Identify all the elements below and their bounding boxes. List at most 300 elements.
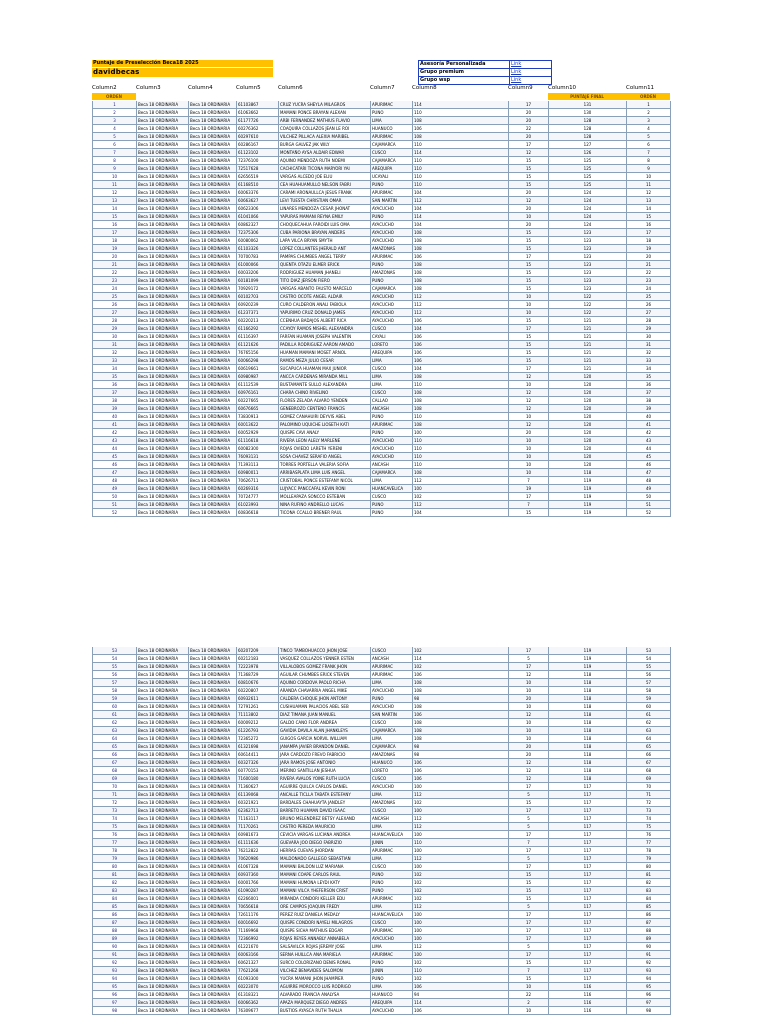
table-row[interactable] [93, 245, 671, 253]
table-cell: 58 [627, 687, 671, 695]
table-row[interactable] [93, 205, 671, 213]
table-row[interactable] [93, 983, 671, 991]
table-cell: MAMANI VILCA YHEFERSON CRIST [279, 887, 371, 895]
table-cell: Beca 18 ORDINARIA [137, 197, 189, 205]
table-cell: 34 [93, 365, 137, 373]
table-cell: 10 [509, 703, 549, 711]
table-cell: 60614411 [237, 751, 279, 759]
table-cell: CUSCO [371, 807, 413, 815]
table-row[interactable] [93, 213, 671, 221]
table-cell: 110 [413, 453, 509, 461]
table-row[interactable] [93, 301, 671, 309]
sub-header: PUNTAJE FINAL [548, 93, 626, 100]
table-row[interactable] [93, 775, 671, 783]
table-row[interactable] [93, 687, 671, 695]
table-cell: PUNO [371, 695, 413, 703]
table-cell: 118 [549, 759, 627, 767]
table-row[interactable] [93, 221, 671, 229]
table-cell: PUNO [371, 109, 413, 117]
table-cell: Beca 18 ORDINARIA [137, 333, 189, 341]
table-cell: AYACUCHO [371, 205, 413, 213]
table-cell: 10 [509, 381, 549, 389]
info-label: Grupo wsp [419, 77, 510, 84]
table-cell: Beca 18 ORDINARIA [189, 687, 237, 695]
table-cell: 70620986 [237, 855, 279, 863]
table-row[interactable] [93, 903, 671, 911]
table-row[interactable] [93, 935, 671, 943]
table-cell: GOMEZ CANAHUIRI DEYVIS ABEL [279, 413, 371, 421]
table-row[interactable] [93, 445, 671, 453]
table-row[interactable] [93, 293, 671, 301]
table-cell: 71 [627, 791, 671, 799]
table-cell: Beca 18 ORDINARIA [189, 1007, 237, 1015]
table-cell: 68 [93, 767, 137, 775]
table-row[interactable] [93, 823, 671, 831]
table-cell: 98 [93, 1007, 137, 1015]
table-row[interactable] [93, 469, 671, 477]
table-row[interactable] [93, 751, 671, 759]
table-cell: Beca 18 ORDINARIA [137, 887, 189, 895]
table-cell: 24 [93, 285, 137, 293]
table-cell: 17 [509, 493, 549, 501]
table-cell: 60932611 [237, 695, 279, 703]
table-row[interactable] [93, 357, 671, 365]
table-row[interactable] [93, 229, 671, 237]
table-row[interactable] [93, 655, 671, 663]
table-cell: ARANDA CHAVARRIA ANGEL MIKE [279, 687, 371, 695]
table-cell: 119 [549, 493, 627, 501]
info-link[interactable]: Link [511, 61, 522, 67]
table-cell: 76309677 [237, 1007, 279, 1015]
table-cell: ANCASH [371, 461, 413, 469]
table-cell: CUSCO [371, 325, 413, 333]
table-row[interactable] [93, 189, 671, 197]
table-cell: 41 [627, 421, 671, 429]
table-cell: Beca 18 ORDINARIA [189, 109, 237, 117]
table-cell: Beca 18 ORDINARIA [189, 197, 237, 205]
column-header[interactable]: Column9 [508, 85, 533, 91]
table-cell: 60181099 [237, 277, 279, 285]
table-cell: 108 [413, 719, 509, 727]
table-cell: Beca 18 ORDINARIA [189, 373, 237, 381]
info-link[interactable]: Link [511, 77, 522, 83]
table-row[interactable] [93, 485, 671, 493]
table-cell: 97 [627, 999, 671, 1007]
column-header[interactable]: Column8 [412, 85, 437, 91]
table-cell: 117 [549, 967, 627, 975]
table-cell: 118 [549, 735, 627, 743]
table-row[interactable] [93, 919, 671, 927]
table-row[interactable] [93, 951, 671, 959]
table-cell: Beca 18 ORDINARIA [137, 269, 189, 277]
table-cell: QUENTA OTAZU ELMER ERICK [279, 261, 371, 269]
table-row[interactable] [93, 405, 671, 413]
table-cell: 73 [627, 807, 671, 815]
table-cell: 60063166 [237, 951, 279, 959]
table-row[interactable] [93, 927, 671, 935]
table-cell: Beca 18 ORDINARIA [189, 655, 237, 663]
table-row[interactable] [93, 871, 671, 879]
table-cell: 88 [93, 927, 137, 935]
table-cell: Beca 18 ORDINARIA [189, 365, 237, 373]
info-label: Grupo premium [419, 69, 510, 76]
table-cell: 100 [413, 807, 509, 815]
table-cell: LIMA [371, 117, 413, 125]
table-cell: Beca 18 ORDINARIA [137, 879, 189, 887]
table-cell: 44 [627, 445, 671, 453]
table-cell: 110 [413, 381, 509, 389]
table-row[interactable] [93, 181, 671, 189]
table-row[interactable] [93, 149, 671, 157]
table-cell: 91 [627, 951, 671, 959]
table-cell: MAMANI COAPE CARLOS RAUL [279, 871, 371, 879]
table-cell: 60621327 [237, 959, 279, 967]
table-row[interactable] [93, 895, 671, 903]
column-header[interactable]: Column2 [92, 85, 117, 91]
column-header[interactable]: Column3 [136, 85, 161, 91]
table-cell: Beca 18 ORDINARIA [189, 647, 237, 655]
table-cell: 8 [93, 157, 137, 165]
table-cell: 112 [413, 293, 509, 301]
table-cell: 117 [549, 911, 627, 919]
table-row[interactable] [93, 437, 671, 445]
table-row[interactable] [93, 647, 671, 655]
table-cell: 106 [413, 767, 509, 775]
table-row[interactable] [93, 109, 671, 117]
table-cell: 94 [93, 975, 137, 983]
column-header[interactable]: Column10 [548, 85, 577, 91]
table-cell: 60 [93, 703, 137, 711]
table-row[interactable] [93, 807, 671, 815]
table-cell: AYACUCHO [371, 301, 413, 309]
column-header[interactable]: Column7 [370, 85, 395, 91]
table-cell: Beca 18 ORDINARIA [189, 711, 237, 719]
table-row[interactable] [93, 863, 671, 871]
table-row[interactable] [93, 341, 671, 349]
table-cell: Beca 18 ORDINARIA [189, 381, 237, 389]
table-cell: PUNO [371, 429, 413, 437]
info-row [419, 77, 551, 84]
table-row[interactable] [93, 735, 671, 743]
table-row[interactable] [93, 117, 671, 125]
table-row[interactable] [93, 381, 671, 389]
table-cell: 124 [549, 221, 627, 229]
column-header[interactable]: Column11 [626, 85, 655, 91]
table-row[interactable] [93, 879, 671, 887]
table-cell: 15 [509, 341, 549, 349]
table-cell: 15 [627, 213, 671, 221]
table-cell: 82 [93, 879, 137, 887]
table-row[interactable] [93, 831, 671, 839]
table-cell: Beca 18 ORDINARIA [189, 301, 237, 309]
table-row[interactable] [93, 991, 671, 999]
table-cell: 100 [413, 863, 509, 871]
table-row[interactable] [93, 173, 671, 181]
table-cell: Beca 18 ORDINARIA [137, 975, 189, 983]
table-cell: MAMANI HUMONA LEYDI KATY [279, 879, 371, 887]
table-cell: 28 [93, 317, 137, 325]
table-row[interactable] [93, 967, 671, 975]
table-cell: 60227665 [237, 397, 279, 405]
table-row[interactable] [93, 711, 671, 719]
table-cell: YAPURAS MAMANI REYNA EMILY [279, 213, 371, 221]
table-cell: Beca 18 ORDINARIA [137, 863, 189, 871]
table-cell: Beca 18 ORDINARIA [137, 855, 189, 863]
table-row[interactable] [93, 959, 671, 967]
table-cell: 20 [509, 695, 549, 703]
table-cell: LORETO [371, 341, 413, 349]
table-row[interactable] [93, 847, 671, 855]
table-cell: Beca 18 ORDINARIA [189, 293, 237, 301]
table-cell: AYACUCHO [371, 237, 413, 245]
table-row[interactable] [93, 477, 671, 485]
column-header[interactable]: Column6 [278, 85, 303, 91]
table-cell: 123 [549, 245, 627, 253]
table-cell: Beca 18 ORDINARIA [189, 421, 237, 429]
table-row[interactable] [93, 237, 671, 245]
table-row[interactable] [93, 695, 671, 703]
table-row[interactable] [93, 285, 671, 293]
table-row[interactable] [93, 911, 671, 919]
table-cell: 61116618 [237, 437, 279, 445]
table-row[interactable] [93, 349, 671, 357]
table-cell: 117 [549, 871, 627, 879]
table-cell: 32 [93, 349, 137, 357]
table-cell: 110 [413, 173, 509, 181]
table-cell: Beca 18 ORDINARIA [137, 261, 189, 269]
table-row[interactable] [93, 501, 671, 509]
table-cell: 9 [93, 165, 137, 173]
table-row[interactable] [93, 999, 671, 1007]
table-row[interactable] [93, 453, 671, 461]
table-row[interactable] [93, 719, 671, 727]
table-row[interactable] [93, 767, 671, 775]
table-cell: 78 [627, 847, 671, 855]
table-row[interactable] [93, 509, 671, 517]
table-cell: 108 [413, 421, 509, 429]
table-cell: TINCO TAMBOHUACCO JHON JOSE [279, 647, 371, 655]
table-row[interactable] [93, 269, 671, 277]
table-row[interactable] [93, 141, 671, 149]
table-cell: 118 [549, 751, 627, 759]
table-row[interactable] [93, 743, 671, 751]
table-cell: AREQUIPA [371, 165, 413, 173]
table-cell: GUEVARA JOO DIEGO FABRIZIO [279, 839, 371, 847]
table-row[interactable] [93, 1007, 671, 1015]
table-cell: 117 [549, 975, 627, 983]
table-cell: AYACUCHO [371, 293, 413, 301]
table-cell: 49 [93, 485, 137, 493]
table-cell: AYACUCHO [371, 935, 413, 943]
table-cell: 120 [549, 389, 627, 397]
table-row[interactable] [93, 317, 671, 325]
table-cell: Beca 18 ORDINARIA [137, 485, 189, 493]
table-cell: 102 [413, 871, 509, 879]
table-cell: 33 [93, 357, 137, 365]
table-cell: 104 [413, 189, 509, 197]
table-cell: 119 [549, 485, 627, 493]
table-cell: Beca 18 ORDINARIA [189, 181, 237, 189]
table-cell: 60297610 [237, 133, 279, 141]
table-cell: 71169968 [237, 927, 279, 935]
table-cell: 124 [549, 189, 627, 197]
table-cell: CURO CALDERON ANALI FABIOLA [279, 301, 371, 309]
table-row[interactable] [93, 943, 671, 951]
table-row[interactable] [93, 783, 671, 791]
table-row[interactable] [93, 101, 671, 109]
table-cell: 1 [93, 101, 137, 109]
table-cell: AYACUCHO [371, 1007, 413, 1015]
table-row[interactable] [93, 253, 671, 261]
table-cell: 118 [549, 743, 627, 751]
table-cell: Beca 18 ORDINARIA [137, 381, 189, 389]
table-cell: 68 [627, 767, 671, 775]
table-cell: 49 [627, 485, 671, 493]
table-cell: 15 [509, 895, 549, 903]
table-cell: 95 [627, 983, 671, 991]
table-cell: Beca 18 ORDINARIA [137, 317, 189, 325]
table-cell: 106 [413, 317, 509, 325]
table-cell: 108 [413, 373, 509, 381]
table-cell: Beca 18 ORDINARIA [137, 831, 189, 839]
table-cell: 6 [627, 141, 671, 149]
table-cell: Beca 18 ORDINARIA [189, 743, 237, 751]
table-cell: 50 [93, 493, 137, 501]
table-row[interactable] [93, 887, 671, 895]
table-row[interactable] [93, 429, 671, 437]
table-row[interactable] [93, 325, 671, 333]
table-row[interactable] [93, 261, 671, 269]
table-cell: 12 [509, 397, 549, 405]
table-cell: Beca 18 ORDINARIA [137, 775, 189, 783]
table-cell: 71360627 [237, 783, 279, 791]
table-cell: 72375306 [237, 229, 279, 237]
table-row[interactable] [93, 413, 671, 421]
table-cell: 15 [509, 165, 549, 173]
table-row[interactable] [93, 759, 671, 767]
table-cell: 53 [93, 647, 137, 655]
table-row[interactable] [93, 727, 671, 735]
table-cell: Beca 18 ORDINARIA [189, 189, 237, 197]
table-row[interactable] [93, 157, 671, 165]
table-cell: AREQUIPA [371, 999, 413, 1007]
table-row[interactable] [93, 309, 671, 317]
table-cell: 112 [413, 823, 509, 831]
sub-header: ORDEN [626, 93, 670, 100]
table-row[interactable] [93, 421, 671, 429]
table-cell: 78 [93, 847, 137, 855]
table-cell: Beca 18 ORDINARIA [137, 101, 189, 109]
table-cell: 25 [627, 293, 671, 301]
table-cell: 30 [93, 333, 137, 341]
info-link[interactable]: Link [511, 69, 522, 75]
table-cell: Beca 18 ORDINARIA [137, 461, 189, 469]
table-row[interactable] [93, 975, 671, 983]
table-cell: 17 [509, 365, 549, 373]
table-cell: 102 [413, 493, 509, 501]
table-cell: 118 [549, 767, 627, 775]
table-cell: 118 [549, 703, 627, 711]
table-cell: Beca 18 ORDINARIA [189, 429, 237, 437]
table-cell: 96 [93, 991, 137, 999]
table-cell: Beca 18 ORDINARIA [189, 767, 237, 775]
table-cell: Beca 18 ORDINARIA [137, 663, 189, 671]
table-row[interactable] [93, 671, 671, 679]
table-cell: PUNO [371, 509, 413, 517]
table-row[interactable] [93, 461, 671, 469]
table-cell: Beca 18 ORDINARIA [189, 461, 237, 469]
table-row[interactable] [93, 373, 671, 381]
table-cell: 60212183 [237, 655, 279, 663]
table-row[interactable] [93, 389, 671, 397]
table-row[interactable] [93, 333, 671, 341]
table-cell: Beca 18 ORDINARIA [137, 671, 189, 679]
table-cell: LIMA [371, 943, 413, 951]
table-cell: 117 [549, 959, 627, 967]
table-cell: AYACUCHO [371, 703, 413, 711]
table-cell: Beca 18 ORDINARIA [137, 791, 189, 799]
table-cell: 15 [509, 157, 549, 165]
table-cell: ROJAS OVIEDO LARETH YERENI [279, 445, 371, 453]
table-cell: 15 [509, 269, 549, 277]
table-row[interactable] [93, 197, 671, 205]
table-cell: 76093131 [237, 453, 279, 461]
table-cell: Beca 18 ORDINARIA [137, 735, 189, 743]
table-cell: 60286167 [237, 141, 279, 149]
table-cell: 84 [93, 895, 137, 903]
table-cell: 110 [413, 839, 509, 847]
table-row[interactable] [93, 397, 671, 405]
table-row[interactable] [93, 679, 671, 687]
table-row[interactable] [93, 791, 671, 799]
table-cell: 106 [413, 671, 509, 679]
table-cell: Beca 18 ORDINARIA [137, 711, 189, 719]
table-cell: MIRANDA CONDORI KELLER EDU [279, 895, 371, 903]
column-header[interactable]: Column5 [236, 85, 261, 91]
table-cell: 5 [509, 655, 549, 663]
table-row[interactable] [93, 277, 671, 285]
table-cell: Beca 18 ORDINARIA [189, 237, 237, 245]
table-cell: 106 [413, 759, 509, 767]
table-cell: HERRAS CUEVAS JHORDAN [279, 847, 371, 855]
table-cell: 116 [549, 991, 627, 999]
table-cell: 98 [627, 1007, 671, 1015]
table-cell: Beca 18 ORDINARIA [189, 799, 237, 807]
table-row[interactable] [93, 703, 671, 711]
table-row[interactable] [93, 815, 671, 823]
column-header[interactable]: Column4 [188, 85, 213, 91]
table-cell: 60220213 [237, 317, 279, 325]
table-cell: HUANCAVELICA [371, 911, 413, 919]
table-row[interactable] [93, 125, 671, 133]
table-row[interactable] [93, 663, 671, 671]
table-cell: 119 [549, 655, 627, 663]
table-cell: 10 [509, 719, 549, 727]
table-cell: 74 [627, 815, 671, 823]
table-cell: 108 [413, 261, 509, 269]
table-cell: Beca 18 ORDINARIA [189, 397, 237, 405]
table-cell: LIMA [371, 357, 413, 365]
table-row[interactable] [93, 133, 671, 141]
table-row[interactable] [93, 799, 671, 807]
table-row[interactable] [93, 365, 671, 373]
table-cell: 117 [549, 943, 627, 951]
table-row[interactable] [93, 855, 671, 863]
table-row[interactable] [93, 839, 671, 847]
table-row[interactable] [93, 165, 671, 173]
table-row[interactable] [93, 493, 671, 501]
table-cell: 71393113 [237, 461, 279, 469]
